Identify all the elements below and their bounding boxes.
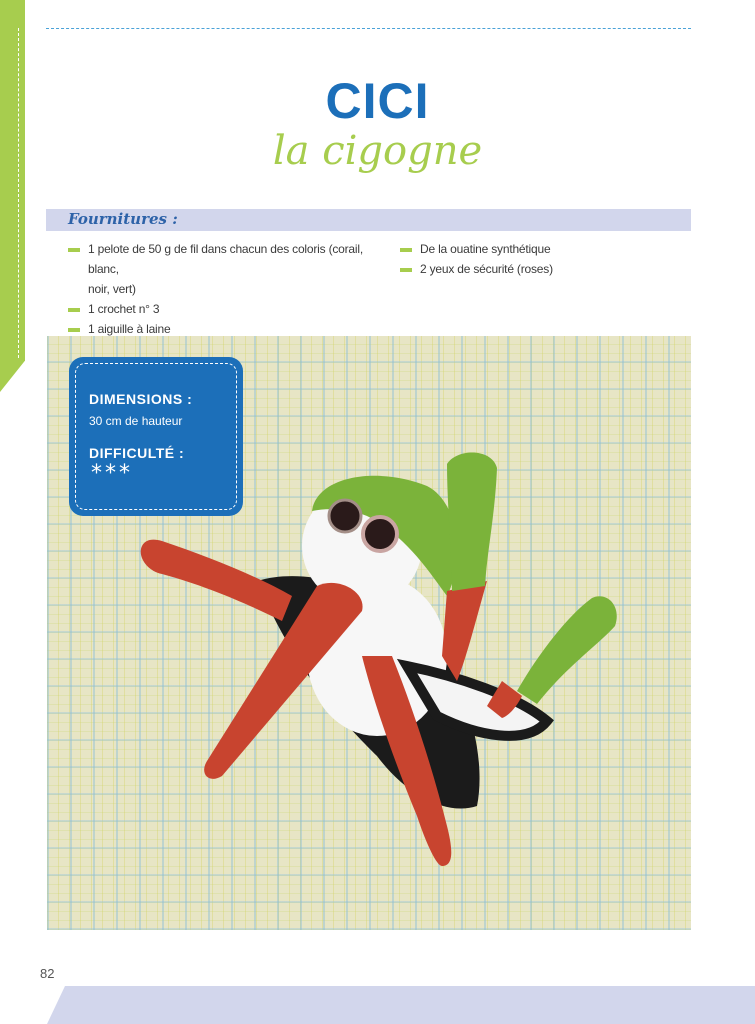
bottom-band [47, 986, 755, 1024]
difficulty-stars: *** [91, 461, 133, 486]
page-subtitle: la cigogne [272, 128, 483, 174]
supply-item-text: 1 pelote de 50 g de fil dans chacun des coloris (corail, blanc, [88, 242, 363, 276]
bullet-icon [400, 248, 412, 252]
supply-item [400, 239, 690, 259]
info-box-dashed-border [75, 363, 237, 510]
info-box [69, 357, 243, 516]
supplies-header-bar [46, 209, 691, 231]
supply-item [400, 259, 690, 279]
dimensions-label: DIMENSIONS : [89, 391, 193, 407]
bullet-icon [400, 268, 412, 272]
upper-leg-green [447, 452, 497, 591]
right-leg-green [517, 596, 617, 704]
supplies-heading: Fournitures : [68, 210, 178, 228]
bullet-icon [68, 308, 80, 312]
bullet-icon [68, 328, 80, 332]
supply-item [68, 239, 368, 279]
left-eye [329, 500, 361, 532]
supplies-list-right [400, 239, 690, 279]
bullet-icon [68, 248, 80, 252]
top-dashed-line [46, 28, 691, 29]
supply-item-text: 1 aiguille à laine [88, 322, 171, 336]
supplies-list-left [68, 239, 368, 339]
supply-item-text: 2 yeux de sécurité (roses) [420, 262, 553, 276]
green-side-tab [0, 0, 25, 392]
page-number: 82 [40, 966, 55, 981]
supply-item-text: noir, vert) [88, 282, 136, 296]
upper-leg-red [442, 581, 487, 681]
supply-item-text: 1 crochet n° 3 [88, 302, 160, 316]
supply-item-text: De la ouatine synthétique [420, 242, 551, 256]
page-title: CICI [325, 73, 430, 129]
supply-item-continuation [68, 279, 368, 299]
right-eye [363, 517, 397, 551]
dimensions-value: 30 cm de hauteur [89, 414, 183, 428]
difficulty-label: DIFFICULTÉ : [89, 445, 185, 461]
supply-item [68, 299, 368, 319]
